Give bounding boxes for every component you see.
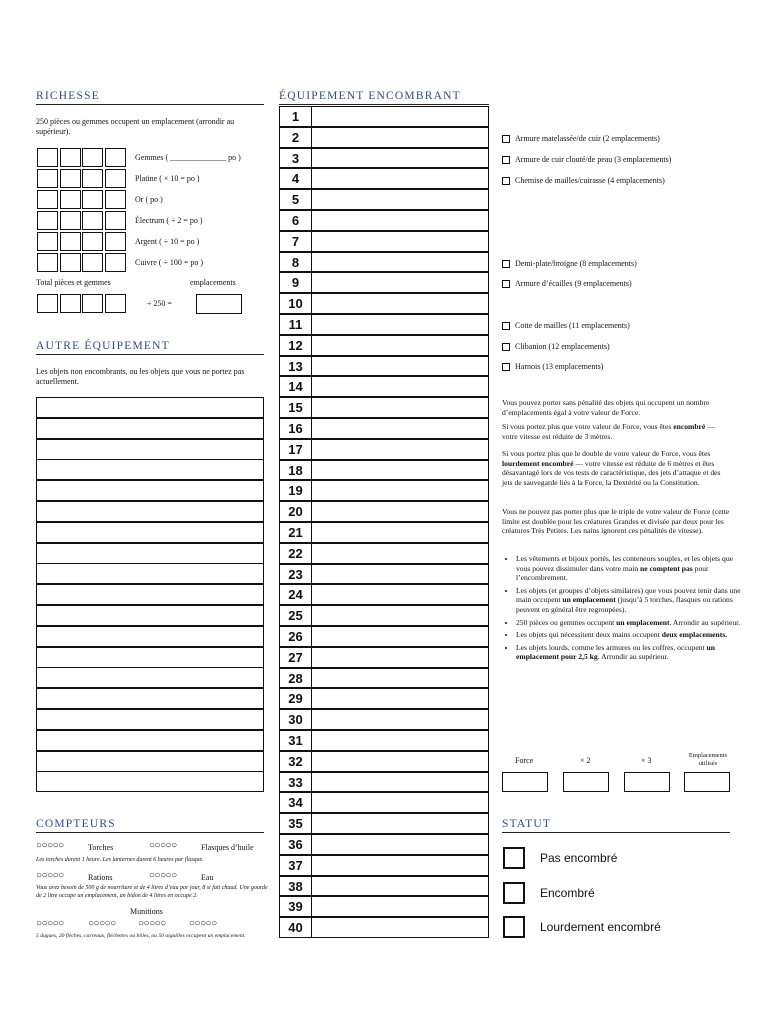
- force-label: Force: [515, 756, 534, 765]
- rule-p3: Si vous portez plus que le double de votre valeur de Force, vous êtes lourdement encombré — votre vitesse est réduite de 6 mètres et êtes désavantagé lors de vos tests de caractéristique, des jets d’attaque et des jets de sauvegarde liés à la Force, la Dextérité ou la Constitution.: [502, 449, 721, 487]
- slot-line[interactable]: [311, 314, 489, 335]
- slot-number: 14: [279, 376, 312, 397]
- slot-number: 23: [279, 564, 312, 585]
- slot-number: 13: [279, 356, 312, 377]
- ammo-counter-1[interactable]: ○○○○○: [36, 918, 64, 929]
- slot-number: 39: [279, 896, 312, 917]
- status-checkbox-unencumbered[interactable]: [503, 847, 525, 869]
- wealth-slots-box[interactable]: [196, 294, 242, 314]
- wealth-cell[interactable]: [82, 169, 103, 188]
- wealth-cell[interactable]: [105, 169, 126, 188]
- slot-line[interactable]: [311, 730, 489, 751]
- armor-option[interactable]: [502, 134, 660, 143]
- other-item-line[interactable]: [36, 459, 264, 480]
- wealth-cell[interactable]: [60, 169, 81, 188]
- slot-number: 38: [279, 876, 312, 897]
- slot-number: 17: [279, 439, 312, 460]
- slot-number: 16: [279, 418, 312, 439]
- slot-line[interactable]: [311, 834, 489, 855]
- slot-line[interactable]: [311, 335, 489, 356]
- slot-number: 37: [279, 855, 312, 876]
- checkbox-icon[interactable]: [502, 280, 510, 288]
- checkbox-icon[interactable]: [502, 343, 510, 351]
- slot-number: 25: [279, 605, 312, 626]
- slot-line[interactable]: [311, 584, 489, 605]
- ammo-counter-3[interactable]: ○○○○○: [138, 918, 166, 929]
- wealth-cell[interactable]: [105, 190, 126, 209]
- armor-option[interactable]: [502, 321, 630, 330]
- wealth-cell[interactable]: [37, 190, 58, 209]
- wealth-row-electrum: Électrum ( ÷ 2 = po ): [135, 216, 203, 225]
- slot-number: 7: [279, 231, 312, 252]
- armor-label: Clibanion (12 emplacements): [515, 342, 610, 351]
- x3-box[interactable]: [624, 772, 670, 792]
- status-label-heavily-encumbered: Lourdement encombré: [540, 920, 661, 934]
- other-item-line[interactable]: [36, 563, 264, 584]
- armor-option[interactable]: [502, 155, 671, 164]
- slot-number: 1: [279, 106, 312, 127]
- slot-line[interactable]: [311, 896, 489, 917]
- slot-number: 4: [279, 168, 312, 189]
- wealth-note: 250 pièces ou gemmes occupent un emplacement (arrondir au supérieur).: [36, 117, 235, 136]
- slot-number: 34: [279, 792, 312, 813]
- rations-label: Rations: [88, 873, 113, 882]
- other-item-line[interactable]: [36, 647, 264, 668]
- slot-line[interactable]: [311, 272, 489, 293]
- slot-number: 27: [279, 647, 312, 668]
- force-box[interactable]: [502, 772, 548, 792]
- checkbox-icon[interactable]: [502, 322, 510, 330]
- slot-line[interactable]: [311, 252, 489, 273]
- other-item-line[interactable]: [36, 501, 264, 522]
- wealth-cell[interactable]: [82, 232, 103, 251]
- torches-counter[interactable]: ○○○○○: [36, 840, 64, 851]
- checkbox-icon[interactable]: [502, 363, 510, 371]
- slot-number: 21: [279, 522, 312, 543]
- ammo-note: 5 dagues, 20 flèches, carreaux, fléchettes ou billes, ou 50 aiguilles occupent un emplacement.: [36, 933, 246, 939]
- water-label: Eau: [201, 873, 214, 882]
- slot-number: 5: [279, 189, 312, 210]
- slot-line[interactable]: [311, 647, 489, 668]
- other-item-line[interactable]: [36, 522, 264, 543]
- wealth-cell[interactable]: [105, 148, 126, 167]
- armor-label: Armure de cuir clouté/de peau (3 emplacements): [515, 155, 672, 164]
- wealth-cell[interactable]: [37, 253, 58, 272]
- other-item-line[interactable]: [36, 751, 264, 772]
- status-checkbox-heavily-encumbered[interactable]: [503, 916, 525, 938]
- ammo-label: Munitions: [130, 907, 163, 916]
- slot-number: 12: [279, 335, 312, 356]
- slot-line[interactable]: [311, 813, 489, 834]
- wealth-slots-label: emplacements: [190, 278, 236, 287]
- x3-label: × 3: [641, 756, 652, 765]
- slot-line[interactable]: [311, 210, 489, 231]
- slot-line[interactable]: [311, 917, 489, 938]
- wealth-title: RICHESSE: [36, 90, 264, 105]
- total-cell[interactable]: [82, 294, 103, 313]
- slot-line[interactable]: [311, 397, 489, 418]
- wealth-row-gems: Gemmes ( ______________ po ): [135, 153, 241, 162]
- oil-label: Flasques d’huile: [201, 843, 254, 852]
- bulky-title: ÉQUIPEMENT ENCOMBRANT: [279, 90, 489, 105]
- slot-line[interactable]: [311, 293, 489, 314]
- slot-number: 20: [279, 501, 312, 522]
- other-item-line[interactable]: [36, 771, 264, 792]
- slot-number: 9: [279, 272, 312, 293]
- slot-line[interactable]: [311, 231, 489, 252]
- checkbox-icon[interactable]: [502, 177, 510, 185]
- slot-number: 32: [279, 751, 312, 772]
- slot-line[interactable]: [311, 376, 489, 397]
- slot-number: 11: [279, 314, 312, 335]
- wealth-cell[interactable]: [82, 148, 103, 167]
- armor-option[interactable]: [502, 279, 632, 288]
- armor-label: Demi-plate/broigne (8 emplacements): [515, 259, 637, 268]
- slot-line[interactable]: [311, 460, 489, 481]
- wealth-cell[interactable]: [105, 232, 126, 251]
- rule-p1: Vous pouvez porter sans pénalité des objets qui occupent un nombre d’emplacements égal à votre valeur de Force.: [502, 398, 710, 417]
- armor-label: Chemise de mailles/cuirasse (4 emplacements): [515, 176, 665, 185]
- wealth-cell[interactable]: [37, 211, 58, 230]
- rule-bullet: • Les objets (et groupes d’objets similaires) que vous pouvez tenir dans une main occupent un emplacement (jusqu’à 5 torches, flasques ou rations peuvent en général être regroupées).: [516, 586, 744, 615]
- wealth-cell[interactable]: [82, 211, 103, 230]
- wealth-divide-label: ÷ 250 =: [147, 299, 172, 308]
- slot-number: 15: [279, 397, 312, 418]
- wealth-row-gold: Or ( po ): [135, 195, 163, 204]
- wealth-cell[interactable]: [60, 190, 81, 209]
- armor-label: Armure d’écailles (9 emplacements): [515, 279, 632, 288]
- torches-label: Torches: [88, 843, 114, 852]
- status-title: STATUT: [502, 818, 730, 833]
- total-cell[interactable]: [105, 294, 126, 313]
- slot-number: 6: [279, 210, 312, 231]
- slot-number: 3: [279, 148, 312, 169]
- wealth-row-platinum: Platine ( × 10 = po ): [135, 174, 200, 183]
- slot-line[interactable]: [311, 543, 489, 564]
- rule-p2: Si vous portez plus que votre valeur de Force, vous êtes encombré — votre vitesse est réduite de 3 mètres.: [502, 422, 715, 441]
- wealth-cell[interactable]: [82, 253, 103, 272]
- slot-number: 36: [279, 834, 312, 855]
- other-item-line[interactable]: [36, 688, 264, 709]
- wealth-cell[interactable]: [37, 232, 58, 251]
- checkbox-icon[interactable]: [502, 156, 510, 164]
- slot-line[interactable]: [311, 792, 489, 813]
- wealth-cell[interactable]: [82, 190, 103, 209]
- rule-bullet: • Les vêtements et bijoux portés, les conteneurs souples, et les objets que vous pouvez dissimuler dans votre main ne comptent pas pour l’encombrement.: [516, 554, 744, 583]
- slot-line[interactable]: [311, 418, 489, 439]
- total-cell[interactable]: [60, 294, 81, 313]
- wealth-cell[interactable]: [60, 232, 81, 251]
- slot-line[interactable]: [311, 189, 489, 210]
- slot-number: 29: [279, 688, 312, 709]
- wealth-row-silver: Argent ( ÷ 10 = po ): [135, 237, 200, 246]
- rule-bullet: • Les objets lourds, comme les armures ou les coffres, occupent un emplacement pour 2,5 kg. Arrondir au supérieur.: [516, 643, 744, 662]
- slot-line[interactable]: [311, 876, 489, 897]
- armor-option[interactable]: [502, 176, 665, 185]
- slot-line[interactable]: [311, 751, 489, 772]
- wealth-cell[interactable]: [105, 253, 126, 272]
- slot-line[interactable]: [311, 688, 489, 709]
- slot-number: 24: [279, 584, 312, 605]
- slot-line[interactable]: [311, 668, 489, 689]
- status-checkbox-encumbered[interactable]: [503, 882, 525, 904]
- checkbox-icon[interactable]: [502, 135, 510, 143]
- slot-line[interactable]: [311, 501, 489, 522]
- other-item-line[interactable]: [36, 439, 264, 460]
- total-cell[interactable]: [37, 294, 58, 313]
- slot-number: 18: [279, 460, 312, 481]
- torch-note: Les torches durent 1 heure. Les lanternes durent 6 heures par flasque.: [36, 857, 204, 863]
- rations-counter[interactable]: ○○○○○: [36, 870, 64, 881]
- wealth-cell[interactable]: [60, 211, 81, 230]
- slot-line[interactable]: [311, 356, 489, 377]
- ammo-counter-2[interactable]: ○○○○○: [88, 918, 116, 929]
- water-counter[interactable]: ○○○○○: [149, 870, 177, 881]
- counters-title: COMPTEURS: [36, 818, 264, 833]
- food-note: Vous avez besoin de 500 g de nourriture et de 4 litres d’eau par jour, 8 si fait chaud. Une gourde de 2 litre occupe un emplacement, un bidon de 4 litres en occupe 2.: [36, 885, 268, 899]
- other-item-line[interactable]: [36, 605, 264, 626]
- wealth-total-label: Total pièces et gemmes: [36, 278, 111, 287]
- slot-line[interactable]: [311, 148, 489, 169]
- wealth-cell[interactable]: [37, 148, 58, 167]
- slot-line[interactable]: [311, 168, 489, 189]
- other-item-line[interactable]: [36, 543, 264, 564]
- slot-number: 26: [279, 626, 312, 647]
- rule-bullet: • 250 pièces ou gemmes occupent un emplacement. Arrondir au supérieur.: [516, 618, 744, 628]
- slot-line[interactable]: [311, 439, 489, 460]
- used-slots-label: Emplacements utilisés: [688, 752, 728, 767]
- wealth-row-copper: Cuivre ( ÷ 100 = po ): [135, 258, 204, 267]
- slot-line[interactable]: [311, 855, 489, 876]
- armor-label: Cotte de mailles (11 emplacements): [515, 321, 630, 330]
- armor-option[interactable]: [502, 259, 637, 268]
- slot-number: 30: [279, 709, 312, 730]
- slot-line[interactable]: [311, 106, 489, 127]
- other-item-line[interactable]: [36, 397, 264, 418]
- other-note: Les objets non encombrants, ou les objets que vous ne portez pas actuellement.: [36, 367, 245, 386]
- other-item-line[interactable]: [36, 418, 264, 439]
- slot-line[interactable]: [311, 127, 489, 148]
- oil-counter[interactable]: ○○○○○: [149, 840, 177, 851]
- slot-number: 8: [279, 252, 312, 273]
- wealth-cell[interactable]: [37, 169, 58, 188]
- status-label-encumbered: Encombré: [540, 886, 595, 900]
- other-item-line[interactable]: [36, 480, 264, 501]
- other-item-line[interactable]: [36, 626, 264, 647]
- status-label-unencumbered: Pas encombré: [540, 851, 618, 865]
- ammo-counter-4[interactable]: ○○○○○: [189, 918, 217, 929]
- slot-number: 19: [279, 480, 312, 501]
- slot-line[interactable]: [311, 480, 489, 501]
- other-item-line[interactable]: [36, 584, 264, 605]
- other-item-line[interactable]: [36, 709, 264, 730]
- rule-bullets: [502, 554, 744, 665]
- slot-number: 2: [279, 127, 312, 148]
- slot-number: 35: [279, 813, 312, 834]
- armor-label: Harnois (13 emplacements): [515, 362, 604, 371]
- wealth-cell[interactable]: [60, 253, 81, 272]
- slot-line[interactable]: [311, 605, 489, 626]
- slot-line[interactable]: [311, 709, 489, 730]
- used-slots-box[interactable]: [684, 772, 730, 792]
- x2-label: × 2: [580, 756, 591, 765]
- armor-option[interactable]: [502, 342, 610, 351]
- slot-number: 28: [279, 668, 312, 689]
- slot-line[interactable]: [311, 522, 489, 543]
- slot-number: 31: [279, 730, 312, 751]
- other-title: AUTRE ÉQUIPEMENT: [36, 340, 264, 355]
- armor-label: Armure matelassée/de cuir (2 emplacements): [515, 134, 660, 143]
- other-item-line[interactable]: [36, 730, 264, 751]
- slot-line[interactable]: [311, 564, 489, 585]
- armor-option[interactable]: [502, 362, 603, 371]
- x2-box[interactable]: [563, 772, 609, 792]
- slot-line[interactable]: [311, 626, 489, 647]
- slot-number: 10: [279, 293, 312, 314]
- wealth-cell[interactable]: [105, 211, 126, 230]
- slot-number: 40: [279, 917, 312, 938]
- wealth-cell[interactable]: [60, 148, 81, 167]
- slot-line[interactable]: [311, 772, 489, 793]
- slot-number: 33: [279, 772, 312, 793]
- slot-number: 22: [279, 543, 312, 564]
- checkbox-icon[interactable]: [502, 260, 510, 268]
- rule-p4: Vous ne pouvez pas porter plus que le triple de votre valeur de Force (cette limite est doublée pour les créatures Grandes et divisée par deux pour les créatures Très Petites. Les nains ignorent ces pénalités de vitesse).: [502, 507, 730, 536]
- rule-bullet: • Les objets qui nécessitent deux mains occupent deux emplacements.: [516, 630, 744, 640]
- other-item-line[interactable]: [36, 667, 264, 688]
